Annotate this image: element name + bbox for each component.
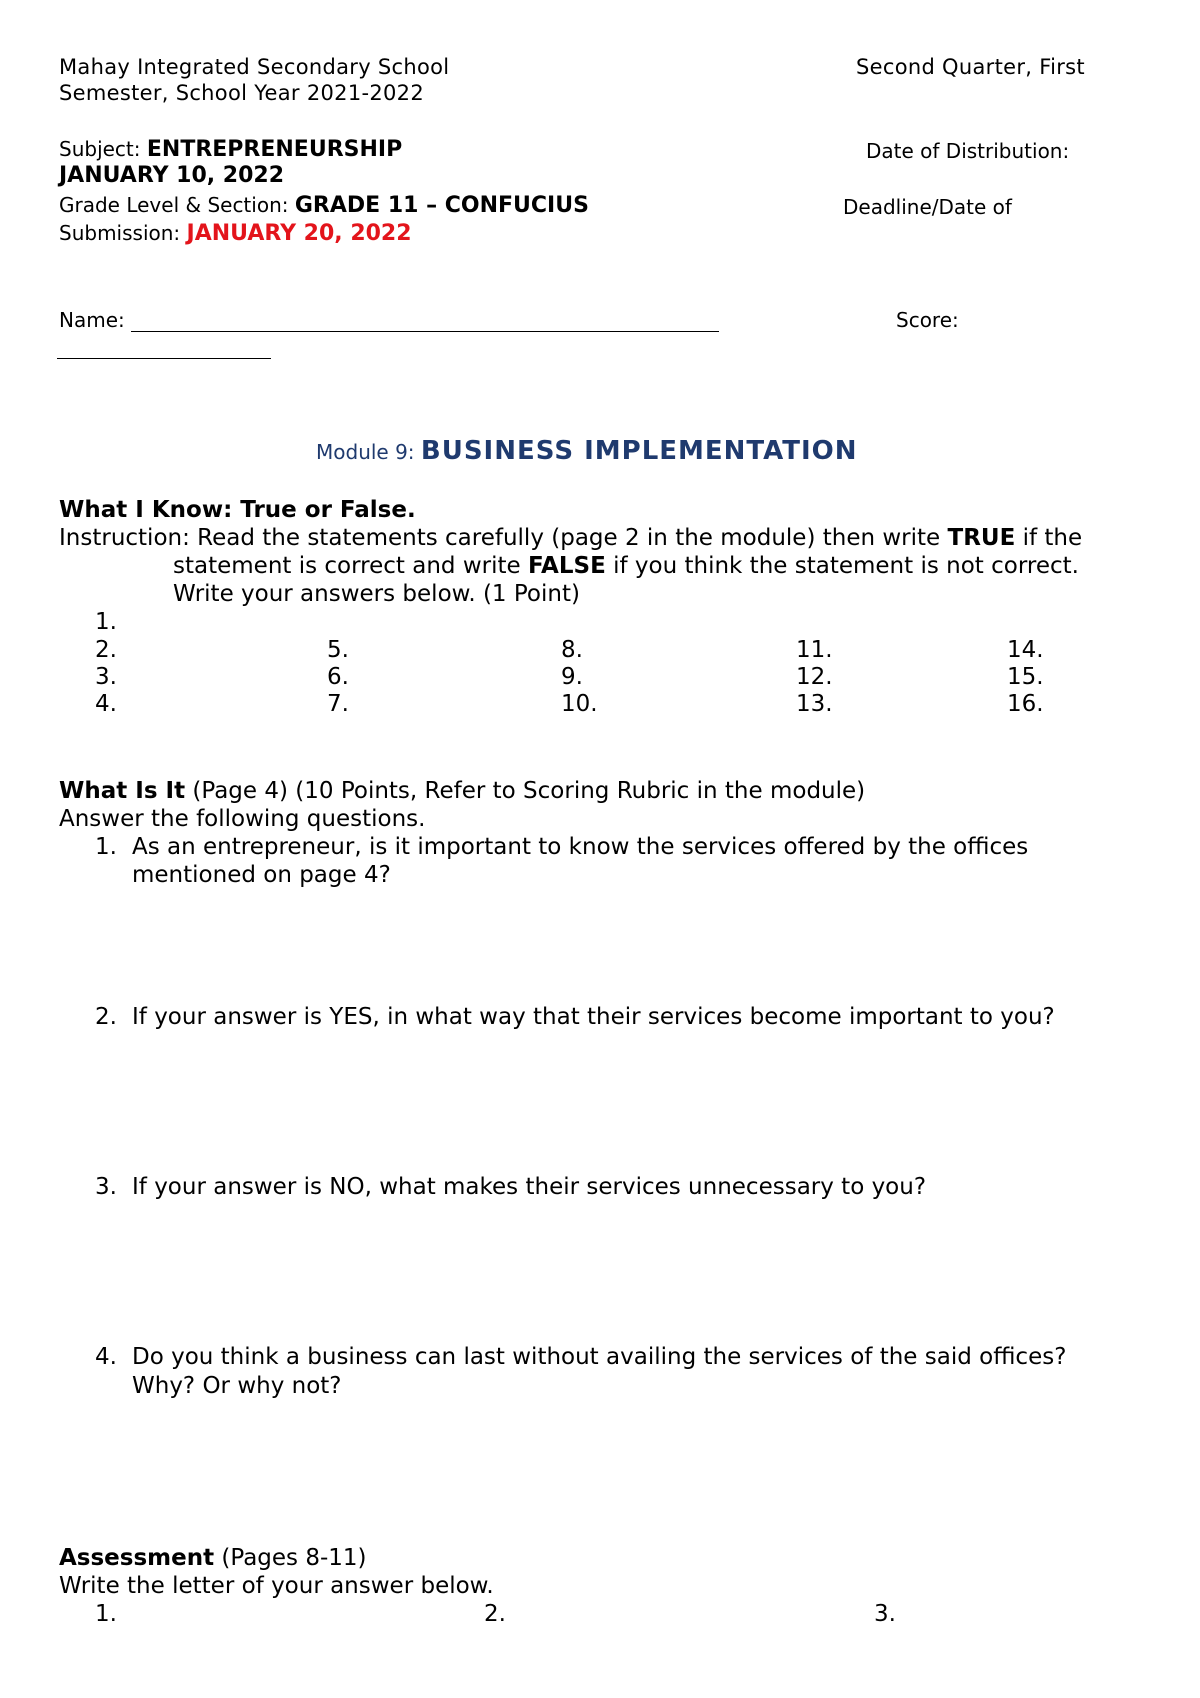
false-keyword: FALSE xyxy=(527,553,606,579)
tf-number: 9. xyxy=(561,664,583,690)
subject-value: ENTREPRENEURSHIP xyxy=(146,137,403,162)
instruction-line-1 xyxy=(59,525,1082,551)
tf-number: 7. xyxy=(327,691,349,717)
tf-number: 15. xyxy=(1007,664,1044,690)
quarter-label: Second Quarter, First xyxy=(856,55,1085,79)
tf-number: 6. xyxy=(327,664,349,690)
question-number: 4. xyxy=(95,1344,117,1370)
tf-number: 11. xyxy=(796,637,833,663)
what-is-it-heading xyxy=(59,778,865,804)
assessment-number: 3. xyxy=(874,1601,896,1627)
score-label: Score: xyxy=(896,308,959,332)
what-is-it-instruction: Answer the following questions. xyxy=(59,806,426,832)
question-text: mentioned on page 4? xyxy=(132,862,391,888)
question-number: 1. xyxy=(95,834,117,860)
instruction-text: Instruction: Read the statements carefully (page 2 in the module) then write xyxy=(59,525,948,551)
name-row xyxy=(59,308,719,332)
grade-value: GRADE 11 – CONFUCIUS xyxy=(294,193,589,218)
assessment-pages: (Pages 8-11) xyxy=(214,1545,367,1571)
tf-number: 1. xyxy=(95,609,117,635)
distribution-value: JANUARY 10, 2022 xyxy=(59,163,285,188)
tf-number: 8. xyxy=(561,637,583,663)
what-is-it-details: (Page 4) (10 Points, Refer to Scoring Rubric in the module) xyxy=(185,778,866,804)
tf-number: 14. xyxy=(1007,637,1044,663)
instruction-line-2 xyxy=(173,553,1079,579)
assessment-instruction: Write the letter of your answer below. xyxy=(59,1573,494,1599)
subject-label: Subject: xyxy=(59,137,141,161)
grade-row xyxy=(59,193,589,218)
deadline-label: Deadline/Date of xyxy=(843,195,1012,219)
school-name: Mahay Integrated Secondary School xyxy=(59,55,450,79)
assessment-title: Assessment xyxy=(59,1545,215,1571)
instruction-text: if the xyxy=(1015,525,1083,551)
tf-number: 2. xyxy=(95,637,117,663)
submission-label: Submission: xyxy=(59,221,181,245)
module-name: BUSINESS IMPLEMENTATION xyxy=(420,436,858,466)
subject-row xyxy=(59,137,402,162)
tf-number: 16. xyxy=(1007,691,1044,717)
submission-row xyxy=(59,221,412,246)
tf-number: 3. xyxy=(95,664,117,690)
name-label: Name: xyxy=(59,308,125,332)
instruction-text: statement is correct and write xyxy=(173,553,528,579)
what-i-know-heading: What I Know: True or False. xyxy=(59,497,416,523)
instruction-text: if you think the statement is not correct. xyxy=(605,553,1079,579)
submission-date: JANUARY 20, 2022 xyxy=(186,221,412,246)
assessment-number: 1. xyxy=(95,1601,117,1627)
question-text: If your answer is YES, in what way that their services become important to you? xyxy=(132,1004,1055,1030)
distribution-label: Date of Distribution: xyxy=(866,139,1070,163)
assessment-number: 2. xyxy=(484,1601,506,1627)
question-number: 2. xyxy=(95,1004,117,1030)
question-text: Do you think a business can last without availing the services of the said offices? xyxy=(132,1344,1067,1370)
question-text: As an entrepreneur, is it important to know the services offered by the offices xyxy=(132,834,1029,860)
tf-number: 5. xyxy=(327,637,349,663)
what-is-it-title: What Is It xyxy=(59,778,186,804)
semester-label: Semester, School Year 2021-2022 xyxy=(59,81,424,105)
tf-number: 4. xyxy=(95,691,117,717)
module-title xyxy=(316,436,858,466)
grade-label: Grade Level & Section: xyxy=(59,193,289,217)
question-text: Why? Or why not? xyxy=(132,1373,342,1399)
name-blank-line[interactable] xyxy=(131,311,719,332)
question-number: 3. xyxy=(95,1174,117,1200)
question-text: If your answer is NO, what makes their services unnecessary to you? xyxy=(132,1174,927,1200)
tf-number: 12. xyxy=(796,664,833,690)
score-blank-line[interactable] xyxy=(57,338,271,359)
assessment-heading xyxy=(59,1545,367,1571)
tf-number: 10. xyxy=(561,691,598,717)
instruction-line-3: Write your answers below. (1 Point) xyxy=(173,581,580,607)
module-prefix: Module 9: xyxy=(316,440,415,464)
true-keyword: TRUE xyxy=(947,525,1016,551)
tf-number: 13. xyxy=(796,691,833,717)
